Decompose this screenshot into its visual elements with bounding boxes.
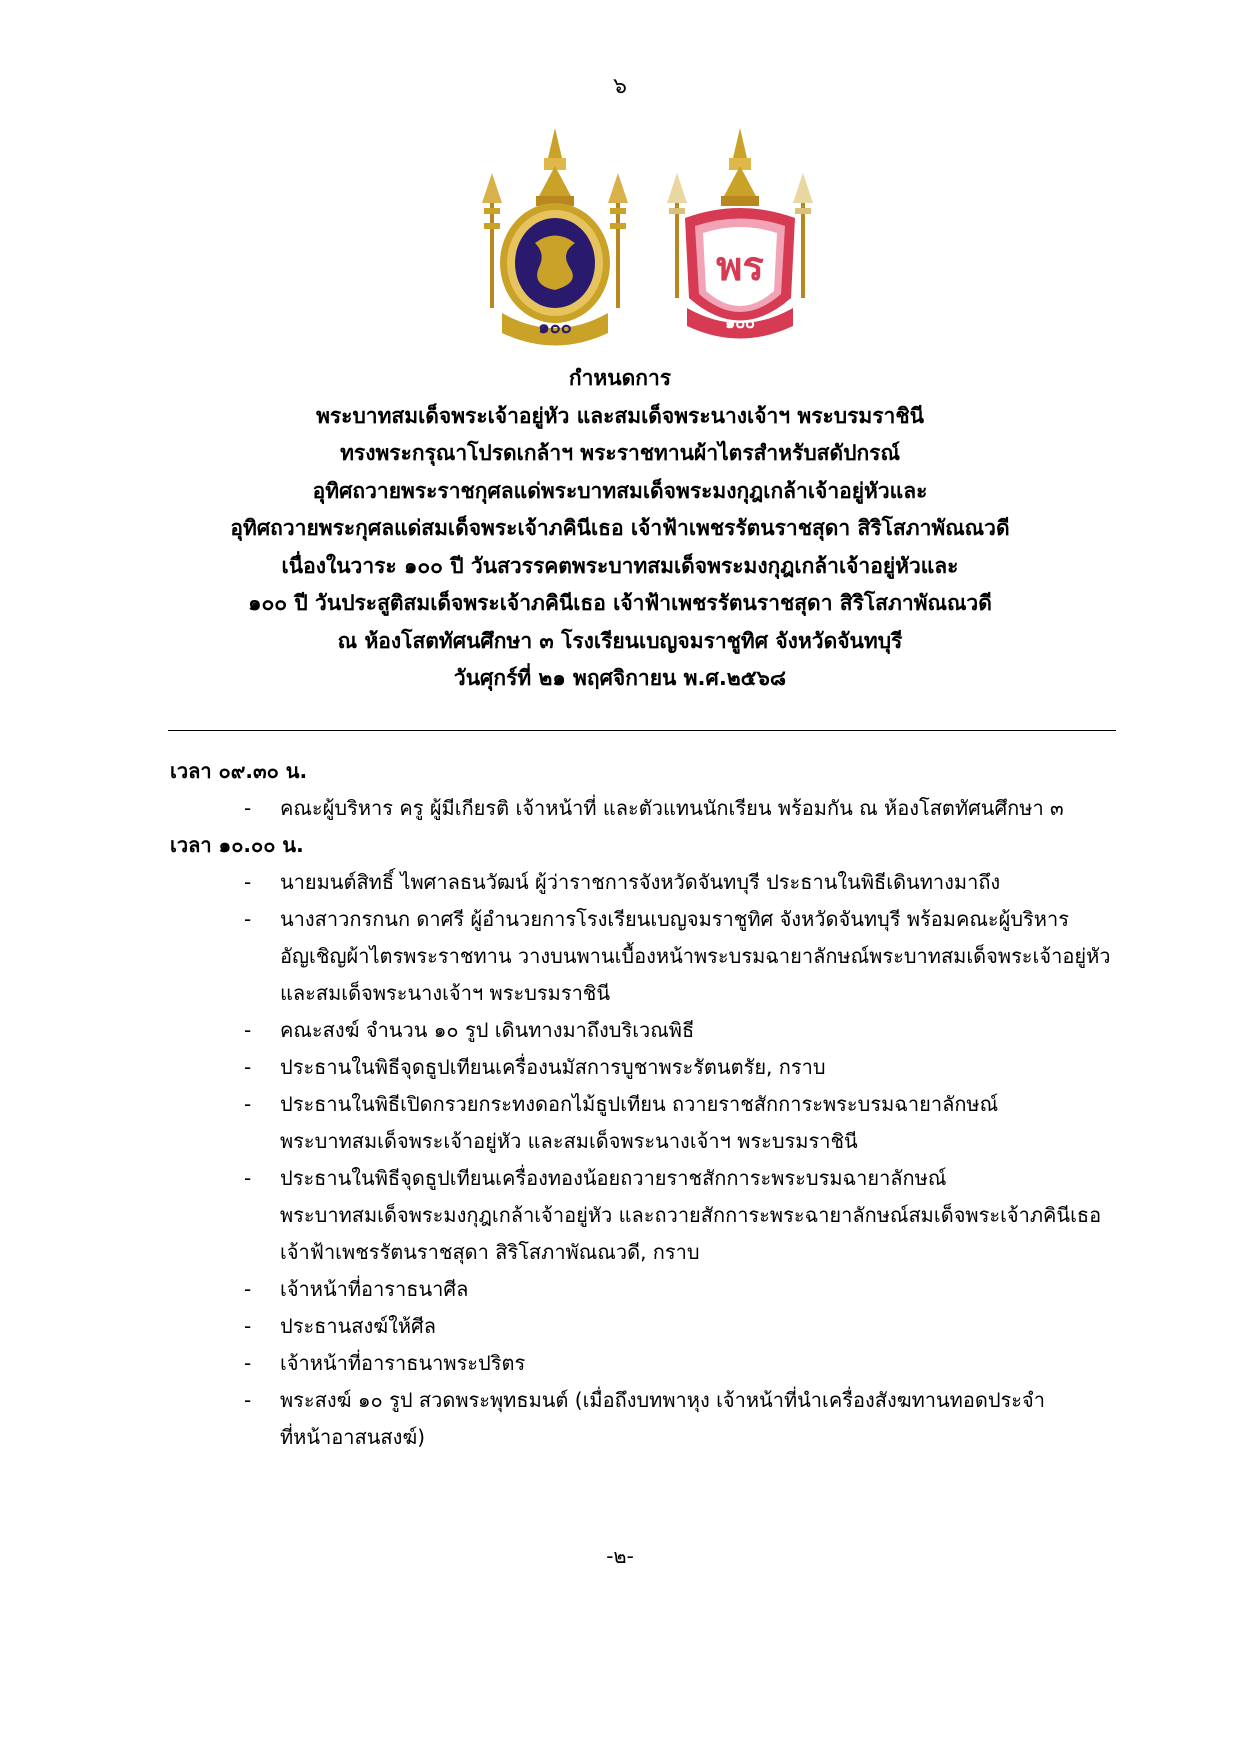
schedule-item: [170, 1086, 1130, 1160]
bullet-dash: -: [244, 907, 252, 931]
item-text: ประธานในพิธีจุดธูปเทียนเครื่องนมัสการบูชาพระรัตนตรัย, กราบ: [280, 1055, 826, 1079]
schedule-item: [170, 1271, 1130, 1308]
bullet-dash: -: [244, 1277, 252, 1301]
item-text: คณะสงฆ์ จำนวน ๑๐ รูป เดินทางมาถึงบริเวณพิธี: [280, 1018, 695, 1042]
schedule-item: [170, 1345, 1130, 1382]
schedule-item: [170, 1382, 1130, 1456]
page-number-top: ๖: [613, 74, 627, 99]
title-line: อุทิศถวายพระราชกุศลแด่พระบาทสมเด็จพระมงกุฎเกล้าเจ้าอยู่หัวและ: [312, 478, 928, 503]
title-line: ๑๐๐ ปี วันประสูติสมเด็จพระเจ้าภคินีเธอ เจ้าฟ้าเพชรรัตนราชสุดา สิริโสภาพัณณวดี: [248, 591, 992, 615]
title-line: กำหนดการ: [568, 366, 672, 390]
title-line: เนื่องในวาระ ๑๐๐ ปี วันสวรรคตพระบาทสมเด็จพระมงกุฎเกล้าเจ้าอยู่หัวและ: [281, 553, 959, 578]
svg-text:๑๐๐: ๑๐๐: [725, 313, 755, 332]
schedule-item: [170, 1012, 1130, 1049]
bullet-dash: -: [244, 1092, 252, 1116]
svg-text:พร: พร: [716, 244, 764, 290]
item-text: นายมนต์สิทธิ์ ไพศาลธนวัฒน์ ผู้ว่าราชการจังหวัดจันทบุรี ประธานในพิธีเดินทางมาถึง: [280, 870, 1001, 894]
item-text: พระบาทสมเด็จพระมงกุฎเกล้าเจ้าอยู่หัว และถวายสักการะพระฉายาลักษณ์สมเด็จพระเจ้าภคินีเธอ: [280, 1203, 1102, 1227]
bullet-dash: -: [244, 870, 252, 894]
title-line: วันศุกร์ที่ ๒๑ พฤศจิกายน พ.ศ.๒๕๖๘: [453, 666, 787, 690]
bullet-dash: -: [244, 1055, 252, 1079]
title-line: ณ ห้องโสตทัศนศึกษา ๓ โรงเรียนเบญจมราชูทิศ จังหวัดจันทบุรี: [337, 628, 903, 653]
item-text: ที่หน้าอาสนสงฆ์): [280, 1425, 426, 1449]
item-text: เจ้าฟ้าเพชรรัตนราชสุดา สิริโสภาพัณณวดี, กราบ: [280, 1240, 700, 1264]
bullet-dash: -: [244, 1166, 252, 1190]
title-line: อุทิศถวายพระกุศลแด่สมเด็จพระเจ้าภคินีเธอ เจ้าฟ้าเพชรรัตนราชสุดา สิริโสภาพัณณวดี: [230, 516, 1010, 540]
bullet-dash: -: [244, 1314, 252, 1338]
bullet-dash: -: [244, 796, 252, 820]
schedule-item: [170, 864, 1130, 901]
item-text: และสมเด็จพระนางเจ้าฯ พระบรมราชินี: [280, 981, 611, 1005]
royal-anniversary-emblem-right-icon: [665, 128, 815, 353]
divider-line: [168, 730, 1116, 731]
svg-text:๑๐๐: ๑๐๐: [538, 317, 572, 338]
time-heading: เวลา ๑๐.๐๐ น.: [170, 833, 304, 857]
page-number-bottom: -๒-: [606, 1544, 634, 1568]
item-text: พระสงฆ์ ๑๐ รูป สวดพระพุทธมนต์ (เมื่อถึงบทพาหุง เจ้าหน้าที่นำเครื่องสังฆทานทอดประจำ: [280, 1388, 1045, 1412]
item-text: อัญเชิญผ้าไตรพระราชทาน วางบนพานเบื้องหน้าพระบรมฉายาลักษณ์พระบาทสมเด็จพระเจ้าอยู่หัว: [280, 944, 1111, 968]
time-heading: เวลา ๐๙.๓๐ น.: [170, 759, 308, 783]
royal-anniversary-emblem-left-icon: [480, 128, 630, 353]
item-text: ประธานสงฆ์ให้ศีล: [280, 1314, 437, 1338]
item-text: คณะผู้บริหาร ครู ผู้มีเกียรติ เจ้าหน้าที่ และตัวแทนนักเรียน พร้อมกัน ณ ห้องโสตทัศนศึกษา ๓: [280, 796, 1064, 820]
bullet-dash: -: [244, 1018, 252, 1042]
item-text: เจ้าหน้าที่อาราธนาพระปริตร: [280, 1351, 526, 1375]
item-text: นางสาวกรกนก ดาศรี ผู้อำนวยการโรงเรียนเบญจมราชูทิศ จังหวัดจันทบุรี พร้อมคณะผู้บริหาร: [280, 907, 1069, 931]
item-text: ประธานในพิธีจุดธูปเทียนเครื่องทองน้อยถวายราชสักการะพระบรมฉายาลักษณ์: [280, 1166, 947, 1190]
schedule-item: [170, 1049, 1130, 1086]
schedule-item: [170, 1160, 1130, 1271]
item-text: เจ้าหน้าที่อาราธนาศีล: [280, 1277, 469, 1301]
title-block: [0, 360, 1240, 698]
bullet-dash: -: [244, 1388, 252, 1412]
bullet-dash: -: [244, 1351, 252, 1375]
title-line: พระบาทสมเด็จพระเจ้าอยู่หัว และสมเด็จพระนางเจ้าฯ พระบรมราชินี: [316, 403, 924, 428]
schedule-item: [170, 1308, 1130, 1345]
schedule: [170, 753, 1130, 1456]
schedule-item: [170, 901, 1130, 1012]
emblems-row: [0, 128, 1240, 353]
item-text: ประธานในพิธีเปิดกรวยกระทงดอกไม้ธูปเทียน ถวายราชสักการะพระบรมฉายาลักษณ์: [280, 1092, 999, 1116]
title-line: ทรงพระกรุณาโปรดเกล้าฯ พระราชทานผ้าไตรสำหรับสดัปกรณ์: [340, 441, 900, 465]
schedule-item: [170, 790, 1130, 827]
item-text: พระบาทสมเด็จพระเจ้าอยู่หัว และสมเด็จพระนางเจ้าฯ พระบรมราชินี: [280, 1129, 858, 1153]
